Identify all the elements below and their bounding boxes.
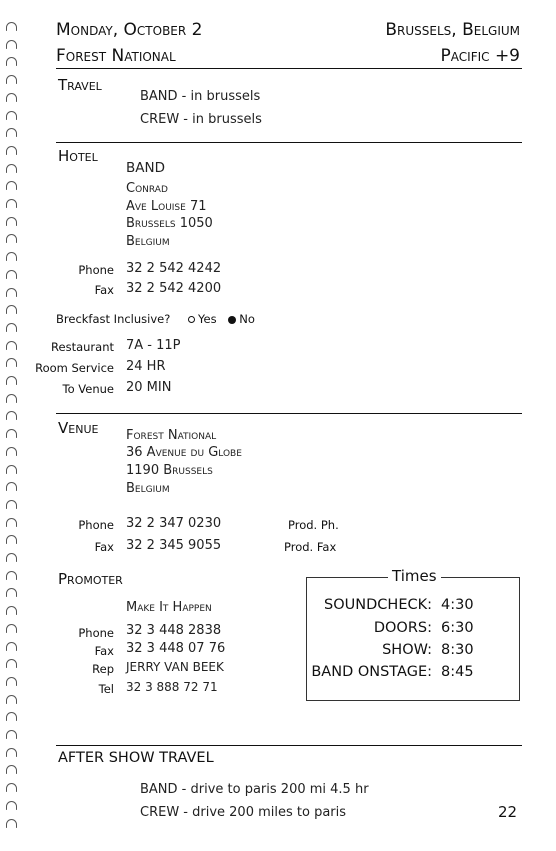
soundcheck-label: SOUNDCHECK: xyxy=(324,597,432,613)
venue-address-line: Forest National xyxy=(126,428,217,443)
promoter-tel: 32 3 888 72 71 xyxy=(126,680,218,694)
spiral-ring xyxy=(6,429,17,438)
promoter-fax: 32 3 448 07 76 xyxy=(126,641,226,656)
promoter-rep: JERRY VAN BEEK xyxy=(126,660,224,674)
hotel-fax: 32 2 542 4200 xyxy=(126,281,222,296)
hotel-phone: 32 2 542 4242 xyxy=(126,261,222,276)
spiral-ring xyxy=(6,695,17,704)
show-label: SHOW: xyxy=(382,642,432,658)
breakfast-question xyxy=(56,312,255,326)
after-show-band: BAND - drive to paris 200 mi 4.5 hr xyxy=(140,782,369,797)
hotel-address-line: Ave Louise 71 xyxy=(126,199,207,214)
hotel-title: Hotel xyxy=(58,147,98,165)
breakfast-yes-option[interactable] xyxy=(188,312,217,326)
breakfast-label: Breckfast Inclusive? xyxy=(56,312,171,326)
spiral-ring xyxy=(6,111,17,120)
spiral-ring xyxy=(6,624,17,633)
spiral-ring xyxy=(6,482,17,491)
spiral-ring xyxy=(6,588,17,597)
travel-band: BAND - in brussels xyxy=(140,89,261,104)
spiral-ring xyxy=(6,376,17,385)
page-timezone: Pacific +9 xyxy=(440,46,520,66)
page-venue-name: Forest National xyxy=(56,46,176,66)
hotel-phone-label: Phone xyxy=(78,263,114,277)
no-label: No xyxy=(239,312,255,326)
spiral-ring xyxy=(6,217,17,226)
travel-title: Travel xyxy=(58,76,102,94)
page-city: Brussels, Belgium xyxy=(385,20,520,40)
spiral-ring xyxy=(6,677,17,686)
spiral-ring xyxy=(6,748,17,757)
spiral-ring xyxy=(6,57,17,66)
radio-empty-icon xyxy=(188,316,195,323)
spiral-ring xyxy=(6,252,17,261)
spiral-ring xyxy=(6,518,17,527)
page-number: 22 xyxy=(498,803,518,821)
to-venue-time: 20 MIN xyxy=(126,380,172,395)
spiral-ring xyxy=(6,341,17,350)
spiral-ring xyxy=(6,535,17,544)
venue-prod-phone-label: Prod. Ph. xyxy=(288,518,339,532)
radio-filled-icon xyxy=(228,316,236,324)
restaurant-label: Restaurant xyxy=(51,340,114,354)
spiral-ring xyxy=(6,93,17,102)
page-date: Monday, October 2 xyxy=(56,20,203,40)
spiral-ring xyxy=(6,712,17,721)
hotel-address-line: Belgium xyxy=(126,234,170,249)
hotel-group: BAND xyxy=(126,160,165,176)
spiral-ring xyxy=(6,659,17,668)
spiral-ring xyxy=(6,323,17,332)
show-time: 8:30 xyxy=(441,642,474,658)
promoter-name: Make It Happen xyxy=(126,600,212,615)
spiral-ring xyxy=(6,288,17,297)
times-title: Times xyxy=(388,567,441,585)
after-show-crew: CREW - drive 200 miles to paris xyxy=(140,805,347,820)
spiral-ring xyxy=(6,394,17,403)
doors-label: DOORS: xyxy=(373,620,432,636)
yes-label: Yes xyxy=(198,312,217,326)
spiral-ring xyxy=(6,358,17,367)
spiral-ring xyxy=(6,765,17,774)
venue-phone: 32 2 347 0230 xyxy=(126,516,222,531)
after-show-title: AFTER SHOW TRAVEL xyxy=(58,750,214,766)
spiral-ring xyxy=(6,642,17,651)
venue-title: Venue xyxy=(58,419,99,437)
spiral-ring xyxy=(6,199,17,208)
venue-prod-fax-label: Prod. Fax xyxy=(284,540,337,554)
band-onstage-time: 8:45 xyxy=(441,664,474,680)
spiral-ring xyxy=(6,819,17,828)
spiral-binding xyxy=(6,22,20,842)
travel-crew: CREW - in brussels xyxy=(140,112,262,127)
travel-rule xyxy=(56,142,522,143)
spiral-ring xyxy=(6,500,17,509)
header-rule xyxy=(56,68,522,69)
venue-address-line: 1190 Brussels xyxy=(126,463,213,478)
spiral-ring xyxy=(6,75,17,84)
spiral-ring xyxy=(6,783,17,792)
spiral-ring xyxy=(6,146,17,155)
spiral-ring xyxy=(6,40,17,49)
times-box xyxy=(306,577,520,701)
spiral-ring xyxy=(6,305,17,314)
promoter-fax-label: Fax xyxy=(94,644,114,658)
promoter-rep-label: Rep xyxy=(92,662,114,676)
spiral-ring xyxy=(6,411,17,420)
promoter-title: Promoter xyxy=(58,570,123,588)
spiral-ring xyxy=(6,553,17,562)
after-show-rule xyxy=(56,745,522,746)
promoter-tel-label: Tel xyxy=(98,682,114,696)
to-venue-label: To Venue xyxy=(62,382,114,396)
band-onstage-label: BAND ONSTAGE: xyxy=(311,664,432,680)
spiral-ring xyxy=(6,465,17,474)
venue-fax-label: Fax xyxy=(94,540,114,554)
spiral-ring xyxy=(6,128,17,137)
doors-time: 6:30 xyxy=(441,620,474,636)
spiral-ring xyxy=(6,447,17,456)
spiral-ring xyxy=(6,164,17,173)
spiral-ring xyxy=(6,234,17,243)
spiral-ring xyxy=(6,730,17,739)
hotel-address-line: Conrad xyxy=(126,181,168,196)
venue-fax: 32 2 345 9055 xyxy=(126,538,222,553)
spiral-ring xyxy=(6,270,17,279)
hotel-address-line: Brussels 1050 xyxy=(126,216,213,231)
spiral-ring xyxy=(6,801,17,810)
restaurant-hours: 7A - 11P xyxy=(126,338,181,353)
spiral-ring xyxy=(6,181,17,190)
hotel-rule xyxy=(56,413,522,414)
room-service-hours: 24 HR xyxy=(126,359,166,374)
venue-phone-label: Phone xyxy=(78,518,114,532)
soundcheck-time: 4:30 xyxy=(441,597,474,613)
promoter-phone-label: Phone xyxy=(78,626,114,640)
promoter-phone: 32 3 448 2838 xyxy=(126,623,222,638)
spiral-ring xyxy=(6,606,17,615)
venue-address-line: Belgium xyxy=(126,481,170,496)
room-service-label: Room Service xyxy=(35,361,114,375)
breakfast-no-option[interactable] xyxy=(220,312,255,326)
spiral-ring xyxy=(6,571,17,580)
spiral-ring xyxy=(6,22,17,31)
hotel-fax-label: Fax xyxy=(94,283,114,297)
venue-address-line: 36 Avenue du Globe xyxy=(126,445,242,460)
